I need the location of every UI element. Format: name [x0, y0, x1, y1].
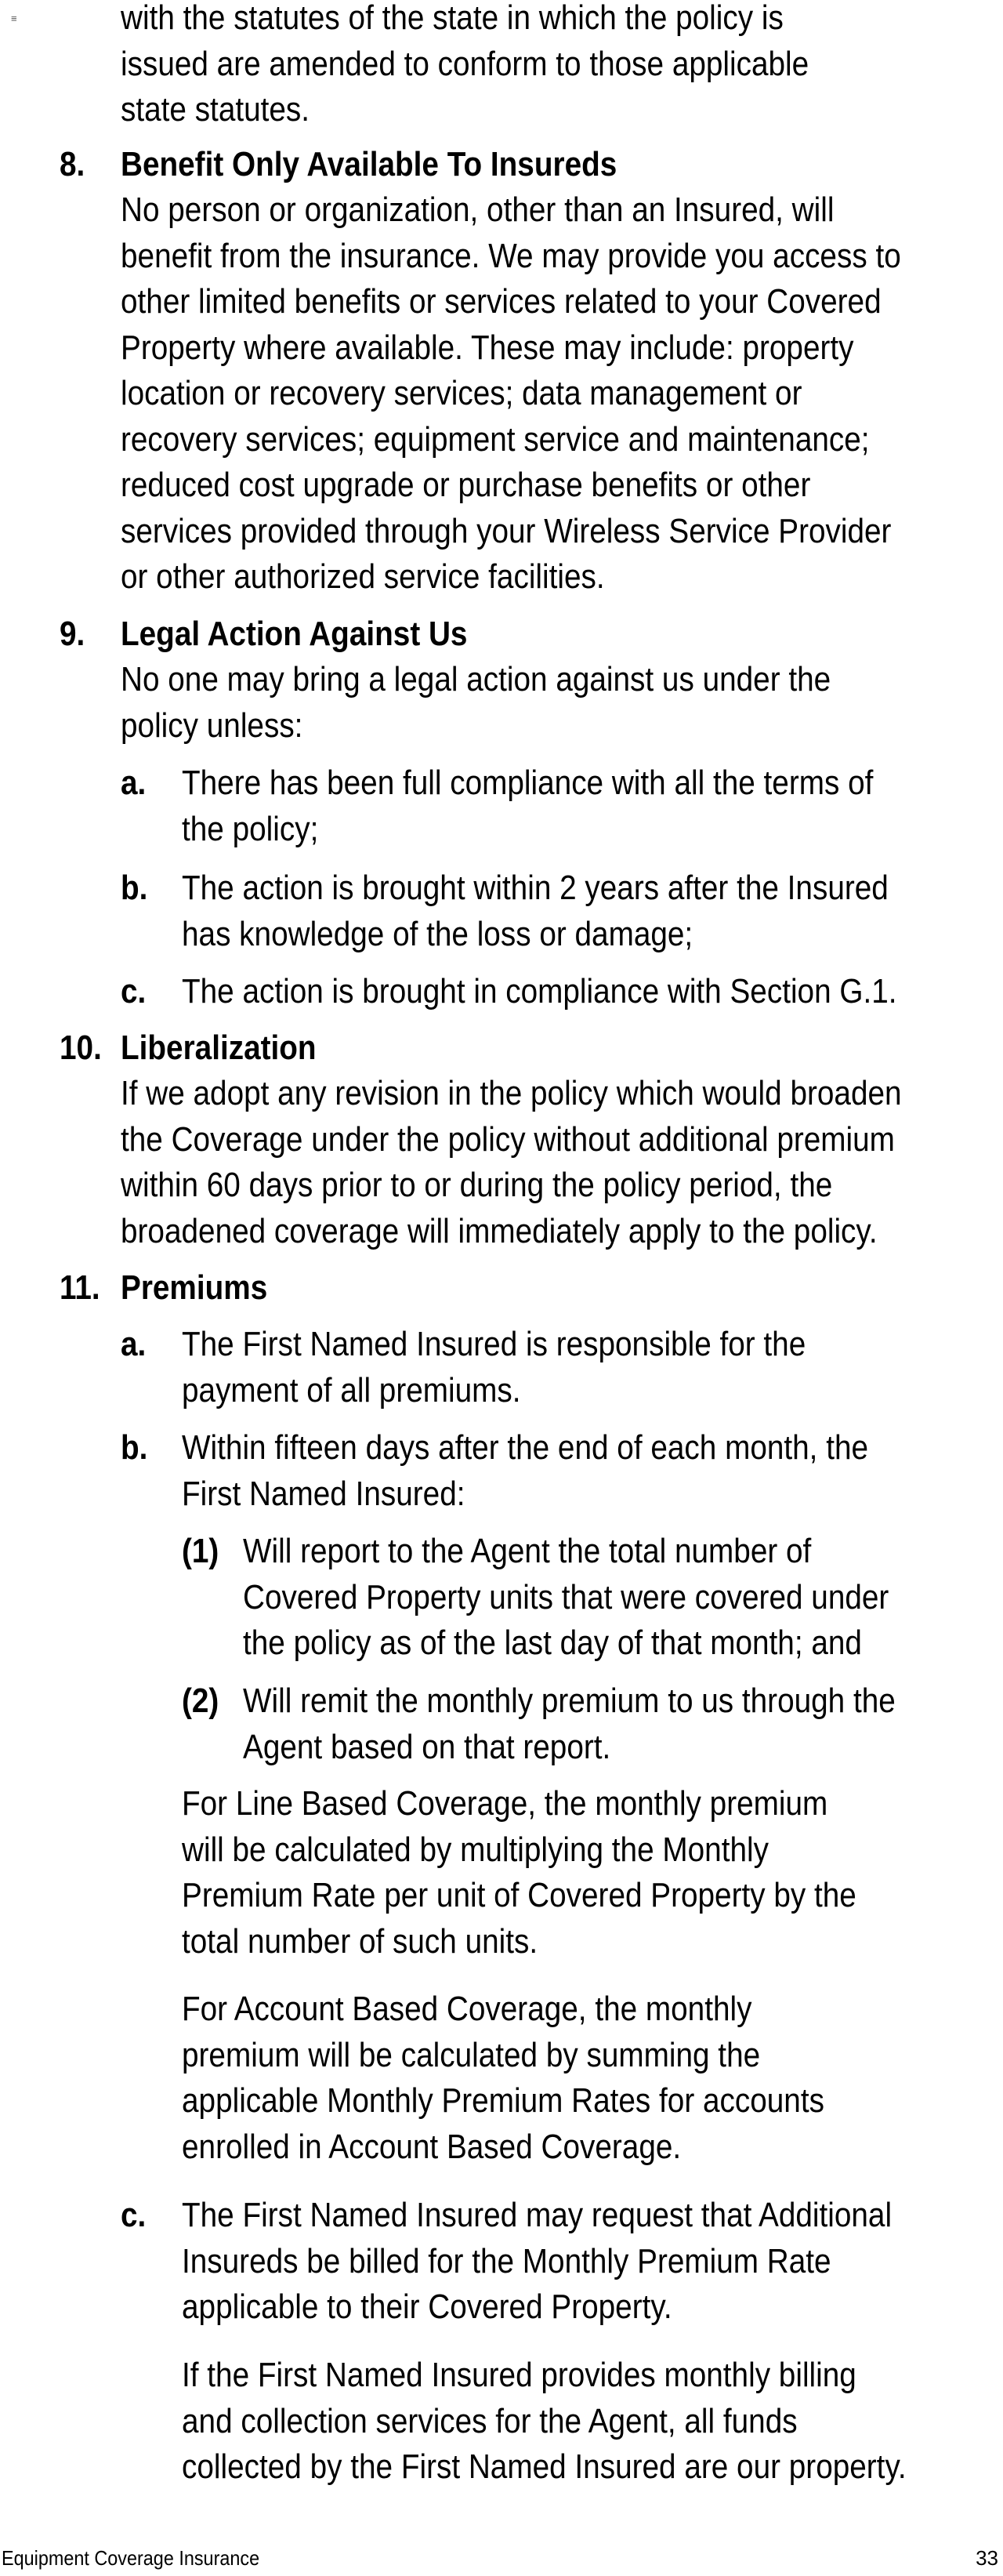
section-11c-body — [182, 2193, 892, 2331]
text-line: If we adopt any revision in the policy which would broaden — [121, 1074, 902, 1112]
section-10-body — [121, 1071, 902, 1254]
text-line: reduced cost upgrade or purchase benefits or other — [121, 466, 811, 504]
section-11a-marker: a. — [121, 1325, 147, 1363]
section-11b2-marker: (2) — [182, 1682, 219, 1720]
section-8-title: Benefit Only Available To Insureds — [121, 145, 617, 183]
text-line: policy unless: — [121, 706, 303, 745]
text-line: with the statutes of the state in which the policy is — [121, 0, 784, 37]
section-10-title: Liberalization — [121, 1029, 317, 1067]
section-11b1-marker: (1) — [182, 1532, 219, 1570]
section-9b-marker: b. — [121, 869, 148, 907]
text-line: location or recovery services; data management or — [121, 374, 802, 412]
text-line: The First Named Insured may request that Additional — [182, 2196, 893, 2234]
section-9b-body — [182, 865, 889, 957]
text-line: and collection services for the Agent, all funds — [182, 2401, 798, 2440]
section-9c-body — [182, 969, 897, 1015]
text-line: state statutes. — [121, 90, 310, 129]
text-line: recovery services; equipment service and maintenance; — [121, 419, 870, 459]
section-11-number: 11. — [60, 1268, 100, 1307]
section-9a-body — [182, 760, 873, 852]
text-line: No person or organization, other than an Insured, will — [121, 190, 835, 229]
text-line: the policy; — [182, 809, 319, 848]
text-line: If the First Named Insured provides monthly billing — [182, 2356, 856, 2394]
text-line: Agent based on that report. — [243, 1727, 611, 1766]
section-11b-body — [182, 1425, 868, 1517]
section-8-number: 8. — [60, 145, 85, 183]
billing-services-paragraph — [182, 2353, 907, 2491]
page-number: 33 — [976, 2546, 998, 2570]
text-line: The action is brought in compliance with Section G.1. — [182, 972, 897, 1010]
text-line: applicable Monthly Premium Rates for accounts — [182, 2081, 824, 2120]
text-line: enrolled in Account Based Coverage. — [182, 2127, 682, 2166]
section-11c-marker: c. — [121, 2196, 147, 2234]
text-line: Covered Property units that were covered under — [243, 1577, 889, 1616]
text-line: Will report to the Agent the total number of — [243, 1532, 812, 1570]
text-line: benefit from the insurance. We may provide you access to — [121, 236, 901, 275]
section-9a-marker: a. — [121, 764, 147, 802]
text-line: For Account Based Coverage, the monthly — [182, 1990, 752, 2028]
corner-mark: ≡ — [11, 13, 16, 24]
text-line: First Named Insured: — [182, 1474, 465, 1513]
text-line: services provided through your Wireless Service Provider — [121, 511, 892, 550]
text-line: or other authorized service facilities. — [121, 557, 605, 596]
text-line: Within fifteen days after the end of each month, the — [182, 1428, 869, 1467]
text-line: Will remit the monthly premium to us through the — [243, 1682, 896, 1720]
line-based-coverage-paragraph — [182, 1781, 856, 1965]
text-line: the Coverage under the policy without additional premium — [121, 1119, 895, 1159]
section-8-body — [121, 187, 901, 600]
text-line: There has been full compliance with all the terms of — [182, 764, 874, 802]
section-11b1-body — [243, 1529, 889, 1667]
section-9-body — [121, 657, 831, 749]
text-line: has knowledge of the loss or damage; — [182, 914, 693, 953]
section-9c-marker: c. — [121, 972, 147, 1010]
text-line: will be calculated by multiplying the Monthly — [182, 1830, 769, 1869]
text-line: applicable to their Covered Property. — [182, 2288, 672, 2326]
section-9-title: Legal Action Against Us — [121, 615, 468, 653]
text-line: For Line Based Coverage, the monthly premium — [182, 1784, 828, 1823]
text-line: issued are amended to conform to those applicable — [121, 44, 809, 83]
section-10-number: 10. — [60, 1029, 102, 1067]
section-9-number: 9. — [60, 615, 85, 653]
text-line: The First Named Insured is responsible for the — [182, 1325, 806, 1363]
text-line: Property where available. These may include: property — [121, 328, 854, 367]
intro-paragraph — [121, 0, 809, 133]
text-line: premium will be calculated by summing the — [182, 2035, 761, 2074]
text-line: The action is brought within 2 years after the Insured — [182, 869, 889, 907]
text-line: other limited benefits or services related to your Covered — [121, 282, 882, 321]
text-line: No one may bring a legal action against us under the — [121, 660, 831, 698]
text-line: Insureds be billed for the Monthly Premium Rate — [182, 2241, 831, 2280]
text-line: the policy as of the last day of that month; and — [243, 1624, 862, 1662]
text-line: broadened coverage will immediately apply to the policy. — [121, 1211, 878, 1250]
section-11b-marker: b. — [121, 1428, 148, 1467]
text-line: collected by the First Named Insured are our property. — [182, 2447, 907, 2486]
text-line: payment of all premiums. — [182, 1370, 521, 1410]
section-11-title: Premiums — [121, 1268, 268, 1307]
text-line: Premium Rate per unit of Covered Property by the — [182, 1876, 856, 1914]
text-line: total number of such units. — [182, 1921, 538, 1961]
footer-title: Equipment Coverage Insurance — [2, 2546, 260, 2570]
account-based-coverage-paragraph — [182, 1986, 824, 2170]
section-11a-body — [182, 1322, 806, 1413]
text-line: within 60 days prior to or during the policy period, the — [121, 1166, 833, 1204]
section-11b2-body — [243, 1678, 896, 1770]
